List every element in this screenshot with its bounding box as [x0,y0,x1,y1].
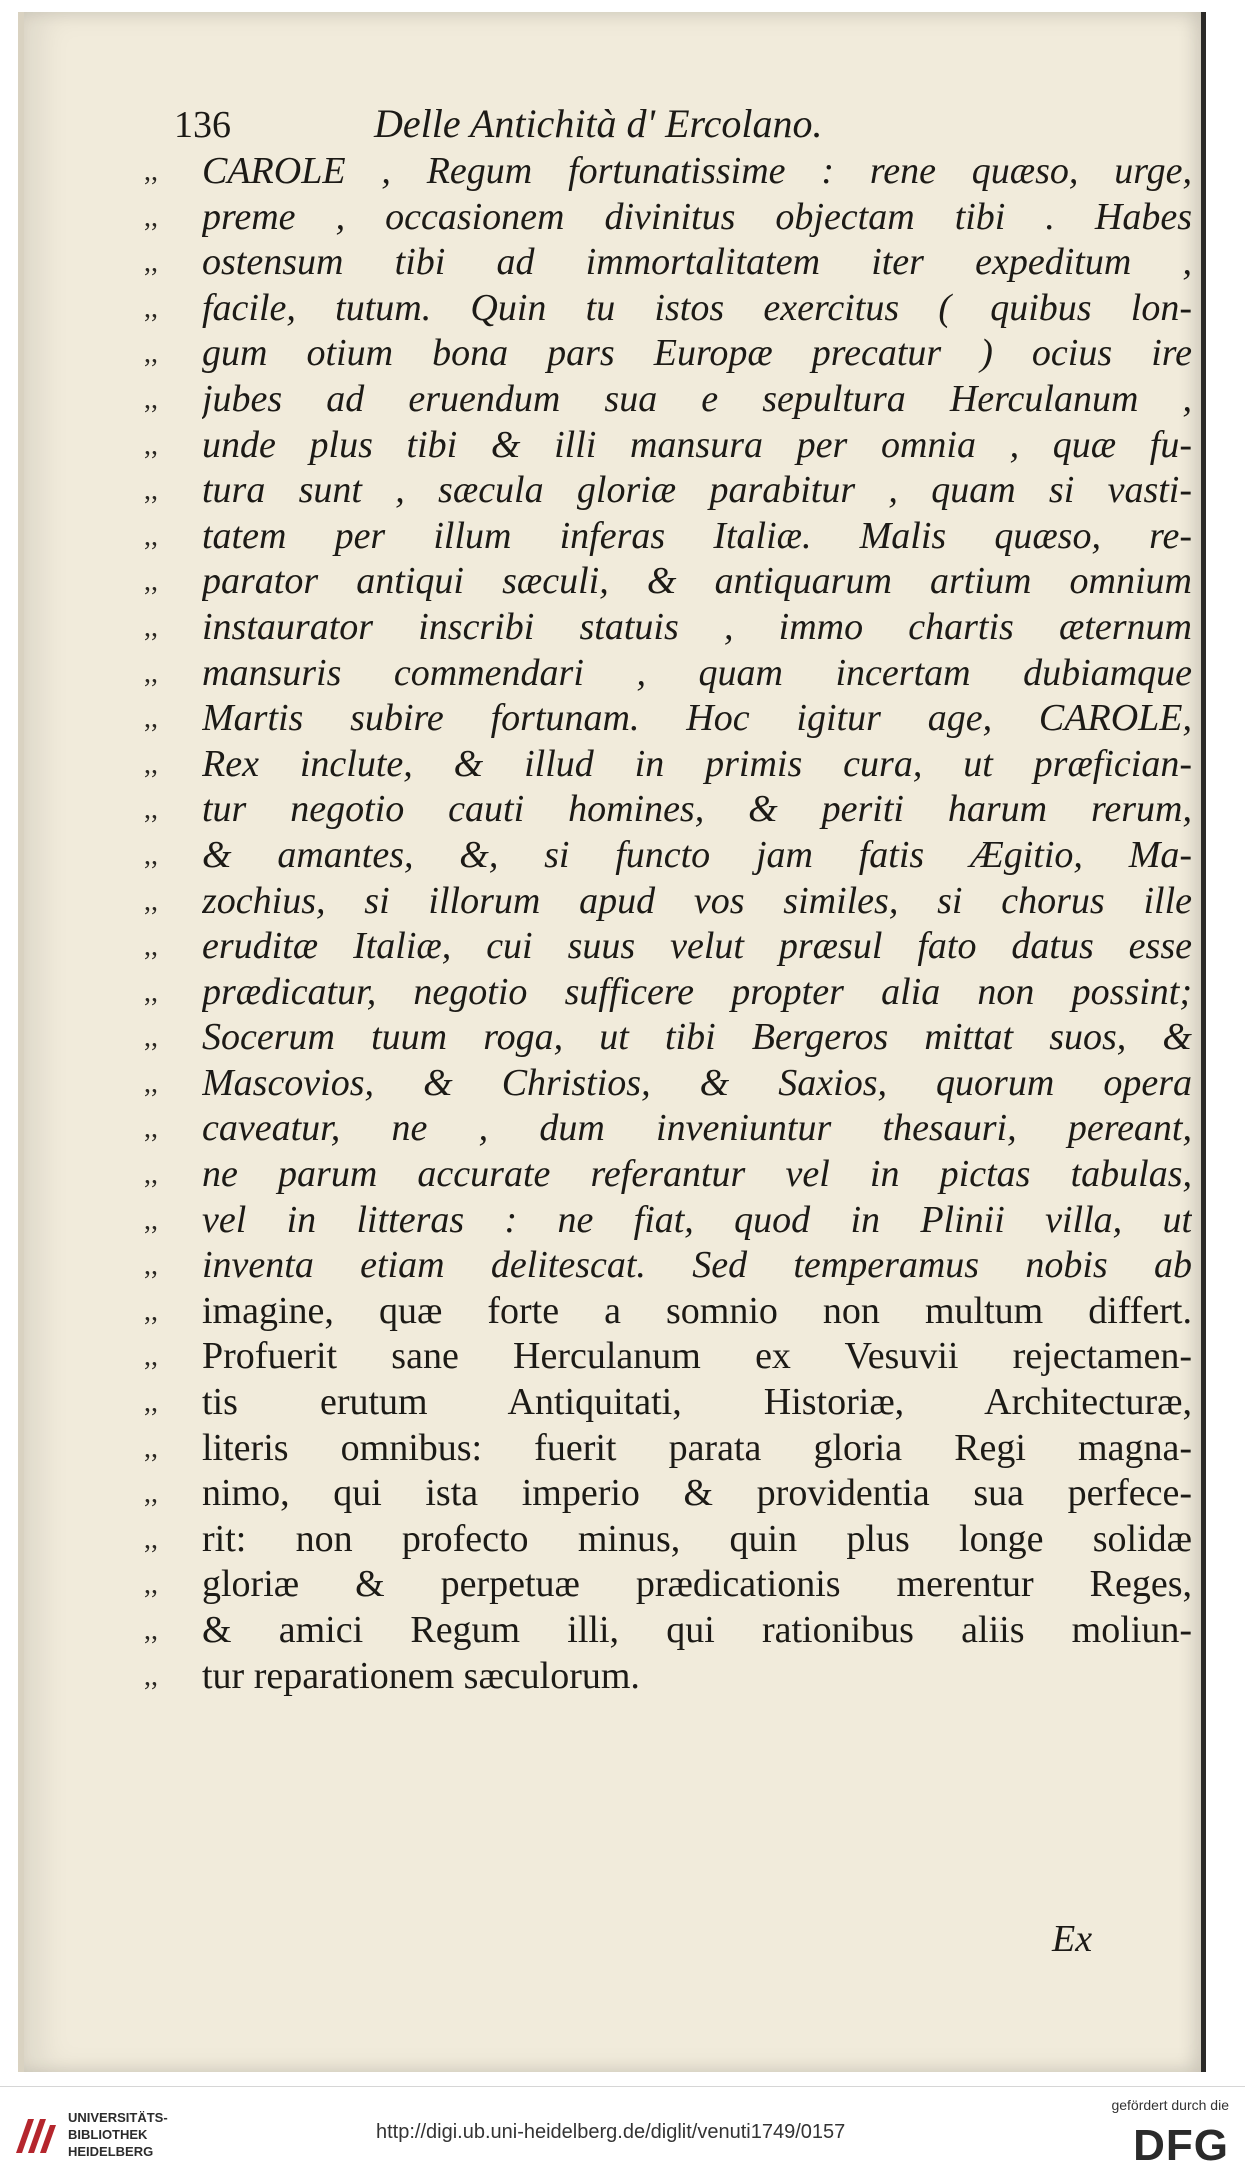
text-line [144,195,1196,241]
quotation-mark: ,, [144,1022,158,1054]
page-number: 136 [174,104,231,146]
line-text: jubes ad eruendum sua e sepultura Herculanum , [202,377,1192,420]
dfg-logo: DFG [1133,2121,1229,2170]
text-line [144,696,1196,742]
text-line [144,1380,1196,1426]
line-text: Martis subire fortunam. Hoc igitur age, CAROLE, [202,697,1192,740]
line-text: vel in litteras : ne fiat, quod in Plinii villa, ut [202,1198,1192,1241]
line-text: ne parum accurate referantur vel in pictas tabulas, [202,1153,1192,1196]
line-text: gloriæ & perpetuæ prædicationis merentur Reges, [202,1563,1192,1606]
quotation-mark: ,, [144,429,158,461]
quotation-mark: ,, [144,611,158,643]
line-text: imagine, quæ forte a somnio non multum differt. [202,1289,1192,1332]
viewer-footer [0,2086,1245,2178]
text-line [144,787,1196,833]
quotation-mark: ,, [144,1250,158,1282]
line-text: mansuris commendari , quam incertam dubiamque [202,651,1192,694]
quotation-mark: ,, [144,201,158,233]
line-text: tis erutum Antiquitati, Historiæ, Architecturæ, [202,1381,1192,1424]
catchword: Ex [1052,1918,1093,1960]
text-line [144,1426,1196,1472]
line-text: instaurator inscribi statuis , immo chartis æternum [202,605,1192,648]
quotation-mark: ,, [144,338,158,370]
running-head: Delle Antichità d' Ercolano. [374,101,823,146]
line-text: Mascovios, & Christios, & Saxios, quorum opera [202,1061,1192,1104]
line-text: eruditæ Italiæ, cui suus velut præsul fato datus esse [202,925,1192,968]
line-text: tatem per illum inferas Italiæ. Malis quæso, re- [202,514,1192,557]
text-line [144,742,1196,788]
line-text: Profuerit sane Herculanum ex Vesuvii rejectamen- [202,1335,1192,1378]
text-line [144,1015,1196,1061]
quotation-mark: ,, [144,1341,158,1373]
text-line [144,559,1196,605]
quotation-mark: ,, [144,1113,158,1145]
line-text: literis omnibus: fuerit parata gloria Regi magna- [202,1426,1192,1469]
quotation-mark: ,, [144,292,158,324]
quotation-mark: ,, [144,748,158,780]
quotation-mark: ,, [144,1569,158,1601]
quotation-mark: ,, [144,1432,158,1464]
line-text: preme , occasionem divinitus objectam tibi . Habes [202,195,1192,238]
text-line [144,1289,1196,1335]
quotation-mark: ,, [144,839,158,871]
line-text: Socerum tuum roga, ut tibi Bergeros mittat suos, & [202,1016,1192,1059]
line-text: nimo, qui ista imperio & providentia sua perfece- [202,1472,1192,1515]
line-text: prædicatur, negotio sufficere propter alia non possint; [202,970,1192,1013]
text-line [144,1152,1196,1198]
text-line [144,1517,1196,1563]
text-line [144,1243,1196,1289]
quotation-mark: ,, [144,566,158,598]
text-line [144,1106,1196,1152]
line-text: parator antiqui sæculi, & antiquarum artium omnium [202,560,1192,603]
quotation-mark: ,, [144,657,158,689]
text-line [144,1608,1196,1654]
line-text: facile, tutum. Quin tu istos exercitus ( quibus lon- [202,286,1192,329]
quotation-mark: ,, [144,520,158,552]
line-text: Rex inclute, & illud in primis cura, ut præfician- [202,742,1192,785]
library-name-line: UNIVERSITÄTS- [68,2110,168,2125]
funding-note: gefördert durch die [1111,2097,1229,2113]
text-line [144,605,1196,651]
quotation-mark: ,, [144,931,158,963]
quotation-mark: ,, [144,156,158,187]
body-text [144,149,1196,1699]
quotation-mark: ,, [144,1523,158,1555]
quotation-mark: ,, [144,976,158,1008]
text-line [144,331,1196,377]
permalink-url[interactable]: http://digi.ub.uni-heidelberg.de/diglit/venuti1749/0157 [376,2121,846,2143]
quotation-mark: ,, [144,1387,158,1419]
line-text: gum otium bona pars Europæ precatur ) ocius ire [202,332,1192,375]
quotation-mark: ,, [144,1204,158,1236]
text-line [144,1471,1196,1517]
text-line [144,1061,1196,1107]
text-line [144,514,1196,560]
quotation-mark: ,, [144,1067,158,1099]
text-line [144,1562,1196,1608]
quotation-mark: ,, [144,475,158,507]
quotation-mark: ,, [144,1615,158,1646]
text-line [144,423,1196,469]
line-text: inventa etiam delitescat. Sed temperamus nobis ab [202,1244,1192,1287]
quotation-mark: ,, [144,1660,158,1692]
text-line [144,924,1196,970]
text-line [144,651,1196,697]
text-line [144,970,1196,1016]
line-text: caveatur, ne , dum inveniuntur thesauri, pereant, [202,1107,1192,1150]
text-line [144,1654,1196,1700]
text-line [144,240,1196,286]
line-text: rit: non profecto minus, quin plus longe solidæ [202,1517,1192,1560]
line-text: tur negotio cauti homines, & periti harum rerum, [202,788,1192,831]
page-header [174,100,1074,152]
line-text: & amantes, &, si functo jam fatis Ægitio, Ma- [202,833,1192,876]
quotation-mark: ,, [144,1478,158,1510]
text-line [144,1198,1196,1244]
book-page [18,12,1206,2072]
quotation-mark: ,, [144,247,158,279]
library-name [68,2109,168,2160]
quotation-mark: ,, [144,1295,158,1327]
text-line [144,1334,1196,1380]
line-text: tura sunt , sæcula gloriæ parabitur , quam si vasti- [202,469,1192,512]
line-text: unde plus tibi & illi mansura per omnia , quæ fu- [202,423,1192,466]
line-text: tur reparationem sæculorum. [202,1654,640,1697]
text-line [144,468,1196,514]
library-name-line: BIBLIOTHEK [68,2127,148,2142]
quotation-mark: ,, [144,1159,158,1191]
text-line [144,286,1196,332]
quotation-mark: ,, [144,794,158,826]
library-name-line: HEIDELBERG [68,2144,154,2159]
text-line [144,879,1196,925]
text-line [144,149,1196,195]
line-text: & amici Regum illi, qui rationibus aliis moliun- [202,1609,1192,1651]
line-text: zochius, si illorum apud vos similes, si chorus ille [202,879,1192,922]
text-line [144,377,1196,423]
line-text: ostensum tibi ad immortalitatem iter expeditum , [202,241,1192,284]
text-line [144,833,1196,879]
line-text: CAROLE , Regum fortunatissime : rene quæso, urge, [202,150,1192,192]
quotation-mark: ,, [144,885,158,917]
quotation-mark: ,, [144,703,158,735]
quotation-mark: ,, [144,383,158,415]
heidelberg-library-logo-icon [12,2113,58,2159]
